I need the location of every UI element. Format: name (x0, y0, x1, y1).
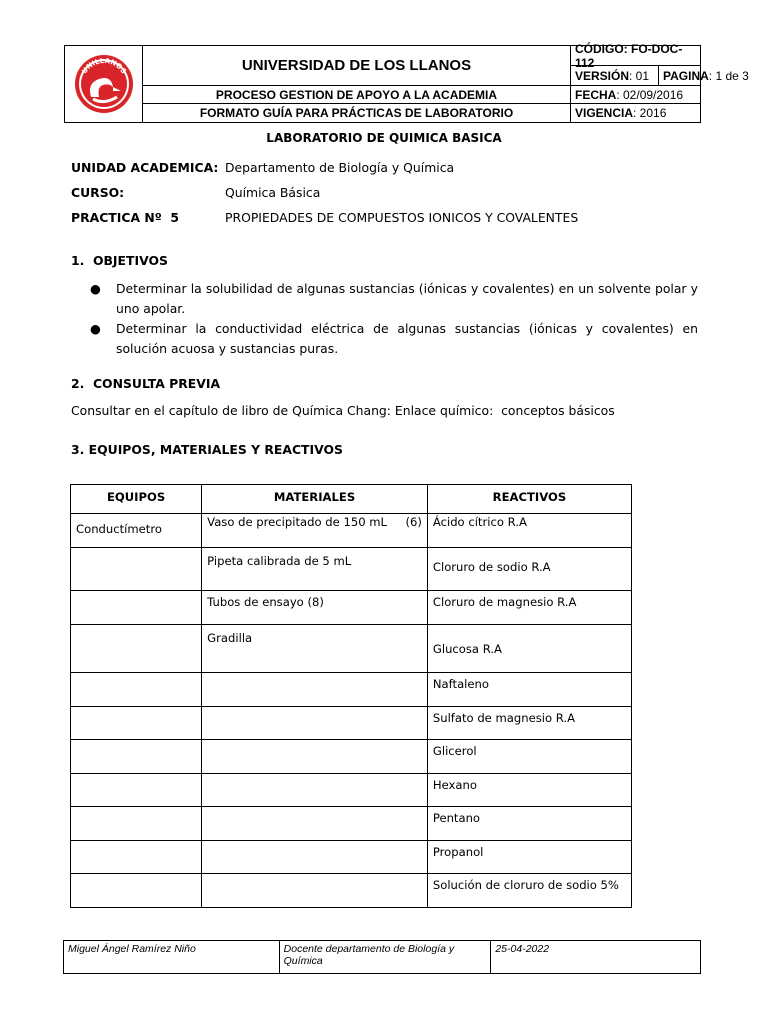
table-row (71, 841, 632, 874)
column-header-reactivos: REACTIVOS (427, 485, 631, 514)
page-field (659, 66, 749, 86)
table-cell: Conductímetro (71, 514, 202, 548)
table-row (71, 591, 632, 625)
table-row (71, 740, 632, 774)
table-cell: Ácido cítrico R.A (427, 514, 631, 548)
footer-role: Docente departamento de Biología y Química (279, 941, 491, 974)
table-cell (71, 841, 202, 874)
table-cell (71, 807, 202, 841)
format-name: FORMATO GUÍA PARA PRÁCTICAS DE LABORATORIO (143, 104, 571, 122)
table-row (71, 807, 632, 841)
table-cell: Vaso de precipitado de 150 mL (6) (202, 514, 428, 548)
list-item (90, 279, 698, 319)
table-cell (202, 874, 428, 908)
objectives-list (90, 279, 698, 359)
table-cell (71, 740, 202, 774)
objective-text: Determinar la solubilidad de algunas sustancias (iónicas y covalentes) en un solvente polar y uno apolar. (116, 281, 698, 316)
table-cell (202, 841, 428, 874)
table-cell: Gradilla (202, 625, 428, 673)
university-logo (73, 53, 135, 115)
document-title: LABORATORIO DE QUIMICA BASICA (266, 131, 502, 145)
logo-text: UNILLANOS (79, 56, 128, 76)
table-cell (71, 625, 202, 673)
date-label: FECHA (575, 87, 617, 102)
table-header-row (71, 485, 632, 514)
footer-row (64, 941, 701, 974)
table-cell (202, 774, 428, 807)
date-field (571, 86, 700, 104)
table-cell: Sulfato de magnesio R.A (427, 707, 631, 740)
table-row (71, 514, 632, 548)
page-label: PAGINA (663, 68, 709, 83)
page-value: : 1 de 3 (708, 68, 749, 83)
document-header (64, 41, 749, 123)
version-field (571, 66, 659, 86)
info-value-unit: Departamento de Biología y Química (225, 160, 455, 175)
column-header-equipos: EQUIPOS (71, 485, 202, 514)
objective-text: Determinar la conductividad eléctrica de algunas sustancias (iónicas y covalentes) en solución acuosa y sustancias puras. (116, 321, 698, 356)
validity-value: : 2016 (633, 106, 667, 120)
table-cell: Propanol (427, 841, 631, 874)
table-cell (71, 707, 202, 740)
table-row (71, 625, 632, 673)
footer-date: 25-04-2022 (491, 941, 701, 974)
table-cell (202, 707, 428, 740)
bullet-icon: ● (90, 321, 101, 336)
table-cell: Pipeta calibrada de 5 mL (202, 548, 428, 591)
table-cell (71, 774, 202, 807)
section-consulta-text: Consultar en el capítulo de libro de Química Chang: Enlace químico: conceptos básicos (71, 403, 615, 418)
info-value-course: Química Básica (225, 185, 321, 200)
table-cell: Pentano (427, 807, 631, 841)
table-cell (71, 673, 202, 707)
info-label-course: CURSO: (71, 185, 125, 200)
table-cell (202, 740, 428, 774)
info-label-unit: UNIDAD ACADEMICA: (71, 160, 219, 175)
version-label: VERSIÓN (575, 68, 630, 83)
table-cell (71, 874, 202, 908)
university-name: UNIVERSIDAD DE LOS LLANOS (143, 46, 571, 86)
table-cell: Cloruro de magnesio R.A (427, 591, 631, 625)
table-cell: Glicerol (427, 740, 631, 774)
validity-field (571, 104, 700, 122)
table-row (71, 774, 632, 807)
section-objectives-heading: 1. OBJETIVOS (71, 253, 168, 268)
table-cell (202, 807, 428, 841)
table-row (71, 673, 632, 707)
table-cell: Glucosa R.A (427, 625, 631, 673)
materials-table (70, 484, 632, 908)
info-value-practice: PROPIEDADES DE COMPUESTOS IONICOS Y COVALENTES (225, 210, 579, 225)
list-item (90, 319, 698, 359)
document-code: CÓDIGO: FO-DOC-112 (571, 46, 700, 66)
table-cell (71, 591, 202, 625)
footer-author: Miguel Ángel Ramírez Niño (64, 941, 280, 974)
column-header-materiales: MATERIALES (202, 485, 428, 514)
validity-label: VIGENCIA (575, 106, 634, 120)
process-name: PROCESO GESTION DE APOYO A LA ACADEMIA (143, 86, 571, 104)
table-cell (202, 673, 428, 707)
document-footer (63, 940, 701, 974)
table-row (71, 874, 632, 908)
table-cell (71, 548, 202, 591)
bullet-icon: ● (90, 281, 101, 296)
logo-cell (65, 46, 143, 122)
table-cell: Tubos de ensayo (8) (202, 591, 428, 625)
table-row (71, 707, 632, 740)
table-cell: Solución de cloruro de sodio 5% (427, 874, 631, 908)
table-cell: Naftaleno (427, 673, 631, 707)
table-cell: Cloruro de sodio R.A (427, 548, 631, 591)
info-label-practice: PRACTICA Nº 5 (71, 210, 179, 225)
section-consulta-heading: 2. CONSULTA PREVIA (71, 376, 221, 391)
version-value: : 01 (629, 68, 650, 83)
table-row (71, 548, 632, 591)
date-value: : 02/09/2016 (616, 87, 684, 102)
section-materials-heading: 3. EQUIPOS, MATERIALES Y REACTIVOS (71, 442, 343, 457)
table-cell: Hexano (427, 774, 631, 807)
